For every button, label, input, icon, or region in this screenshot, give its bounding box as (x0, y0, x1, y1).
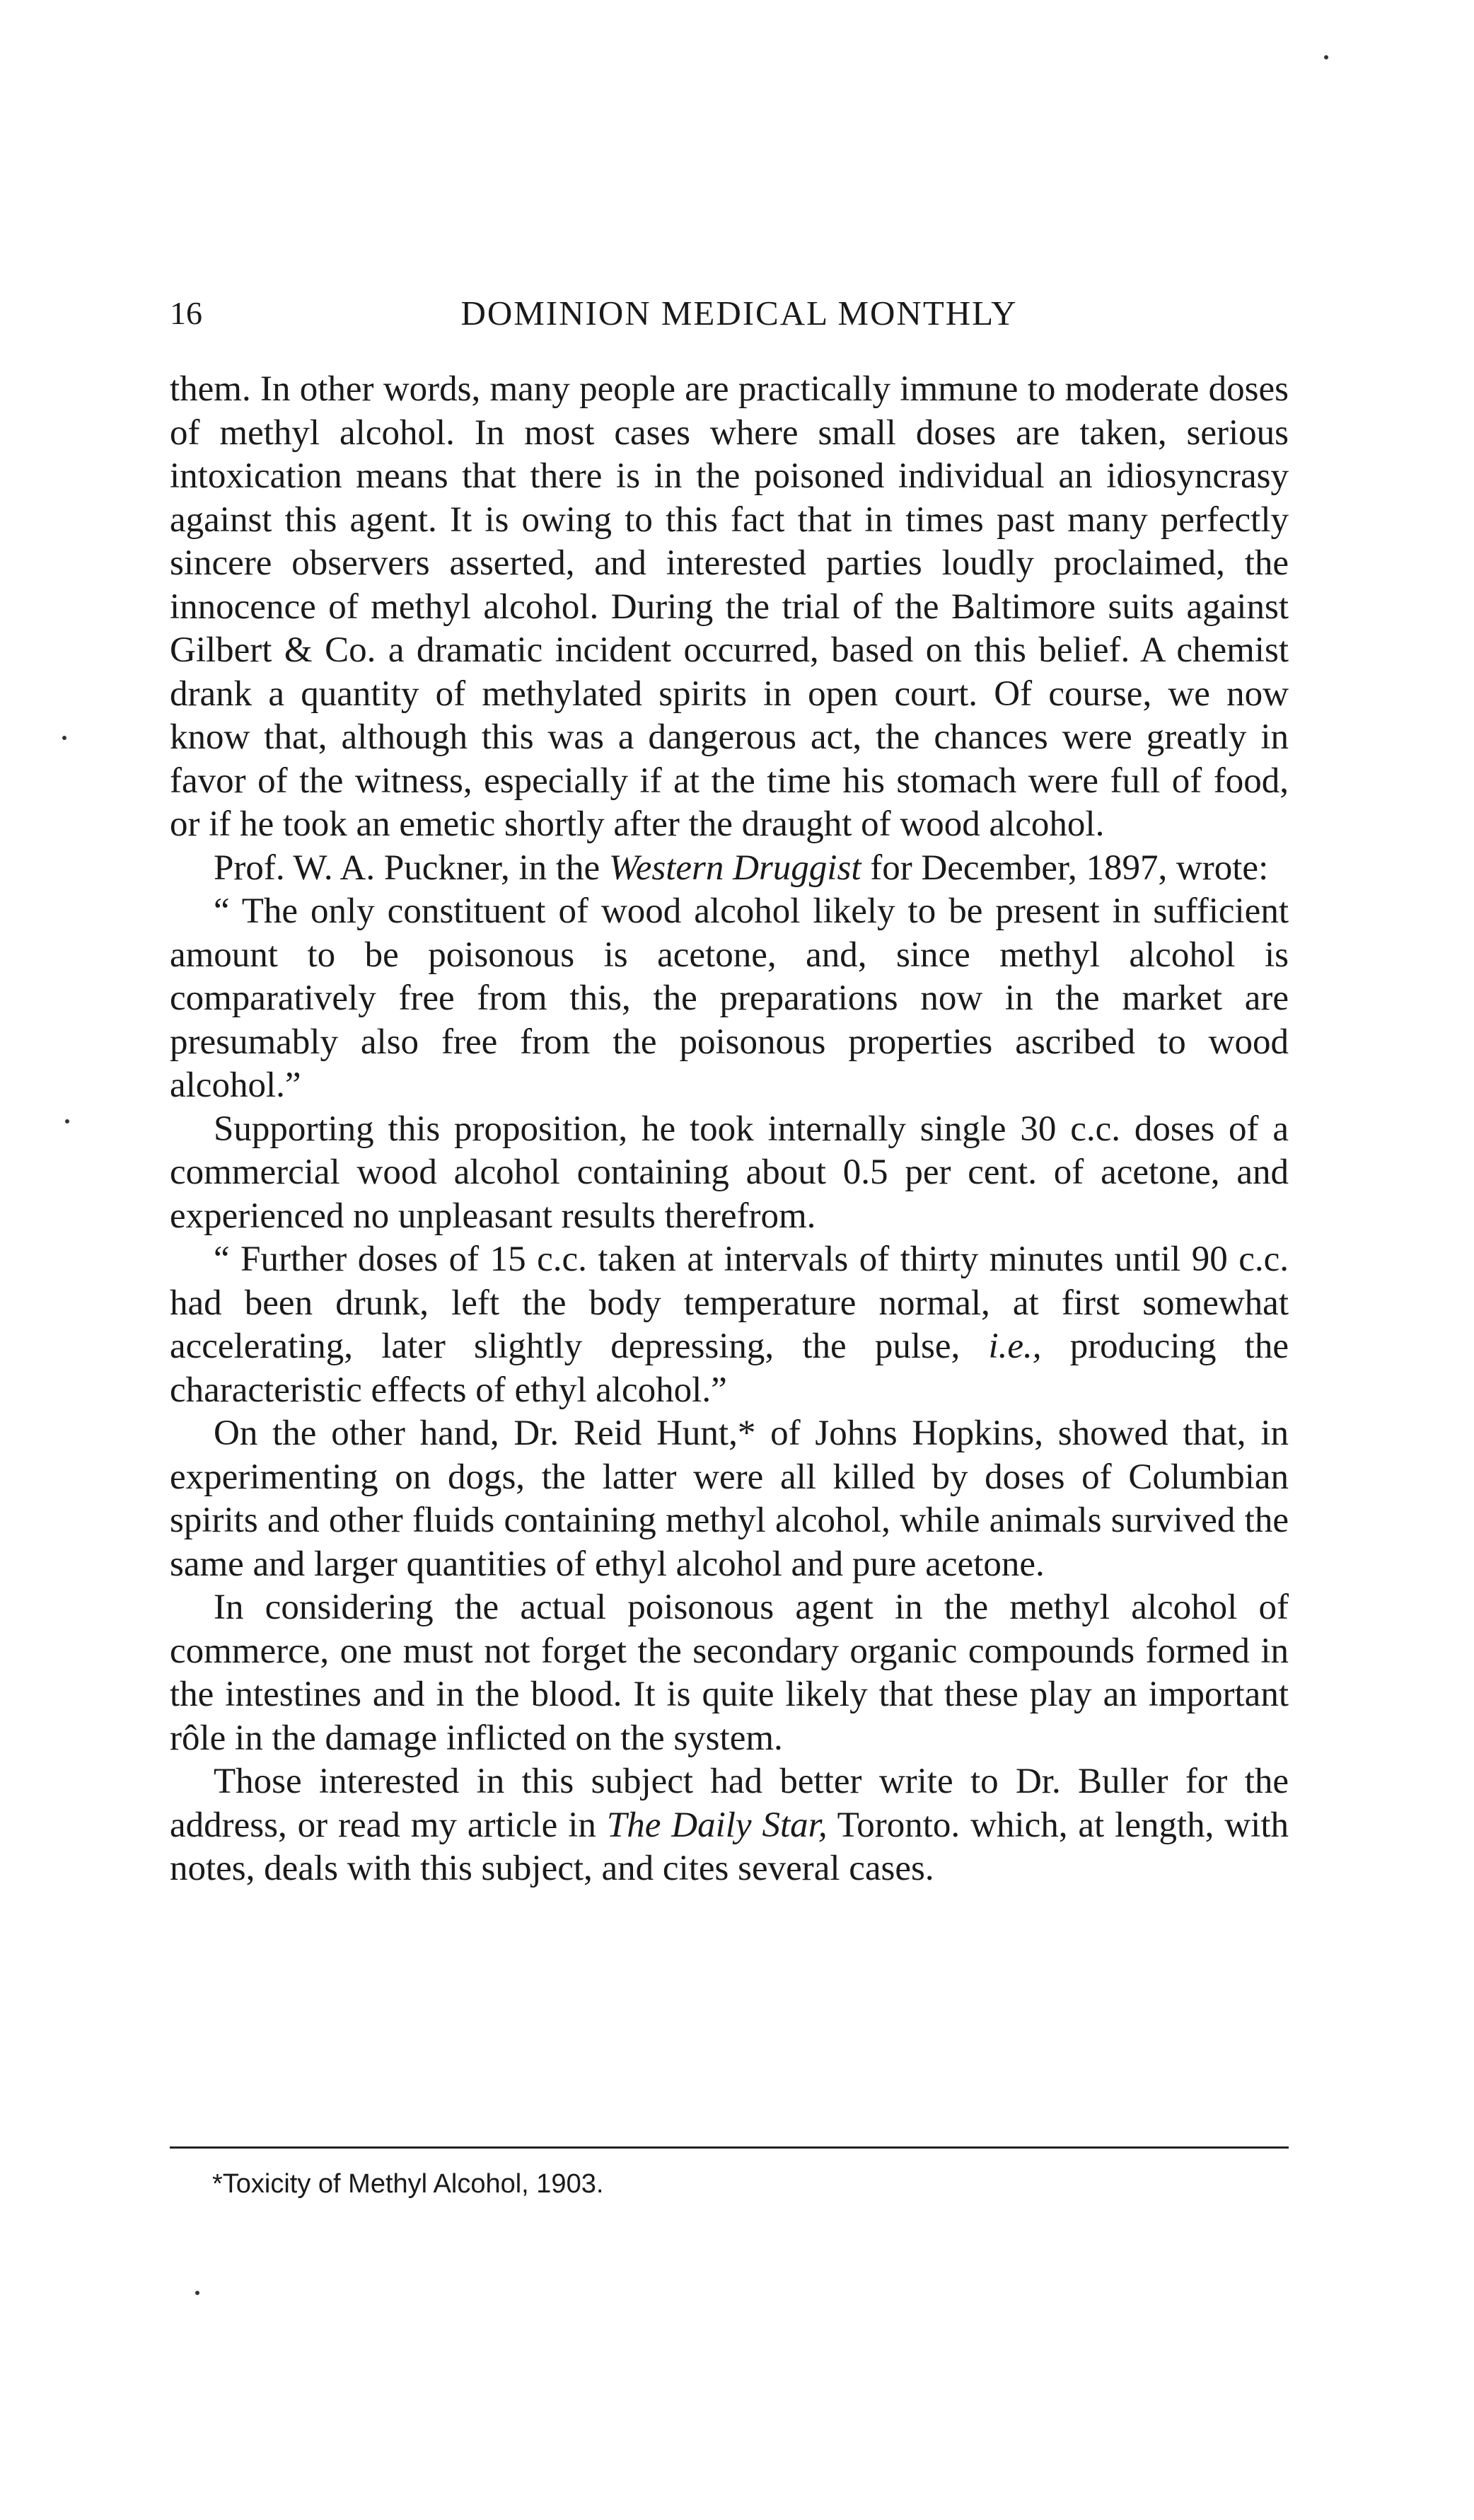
journal-name-italic: Western Druggist (608, 848, 861, 888)
paragraph-reid-hunt: On the other hand, Dr. Reid Hunt,* of Johns Hopkins, showed that, in experimenting on dogs, the latter were all killed by doses of Columbian spirits and other fluids containing methyl alcohol, while animals survived the same and larger quantities of ethyl alcohol and pure acetone. (170, 1414, 1289, 1584)
footnote: *Toxicity of Methyl Alcohol, 1903. (212, 2169, 604, 2199)
paragraph-text: Those interested in this subject had better write to Dr. Buller for the address, or read my article in (170, 1762, 1289, 1845)
paragraph-text: for December, 1897, wrote: (861, 848, 1269, 888)
scan-speck (195, 2291, 199, 2295)
paragraph-text: Toronto. which, at length, with notes, deals with this subject, and cites several cases. (170, 1805, 1289, 1888)
scan-speck (1324, 55, 1328, 59)
paragraph-quotation: “ The only constituent of wood alcohol likely to be present in sufficient amount to be poisonous is acetone, and, since methyl alcohol is comparatively free from this, the preparations now in the market are presumably also free from the poisonous properties ascribed to wood alcohol.” (170, 891, 1289, 1105)
paragraph-text: Prof. W. A. Puckner, in the (214, 848, 609, 888)
footnote-divider (170, 2146, 1289, 2149)
paragraph-poisonous-agent: In considering the actual poisonous agent in the methyl alcohol of commerce, one must not forget the secondary organic compounds formed in the intestines and in the blood. It is quite likely that these play an important rôle in the damage inflicted on the system. (170, 1588, 1289, 1758)
running-head (170, 289, 1308, 338)
paragraph-supporting: Supporting this proposition, he took internally single 30 c.c. doses of a commercial wood alcohol containing about 0.5 per cent. of acetone, and experienced no unpleasant results therefrom. (170, 1109, 1289, 1236)
paragraph-text: producing the characteristic effects of ethyl alcohol.” (170, 1327, 1289, 1410)
paragraph-puckner-intro (170, 847, 1289, 891)
journal-title: DOMINION MEDICAL MONTHLY (460, 294, 1018, 333)
newspaper-name-italic: The Daily Star, (606, 1805, 828, 1845)
abbreviation-italic: i.e., (988, 1327, 1042, 1366)
paragraph-continuation: them. In other words, many people are practically immune to moderate doses of methyl alcohol. In most cases where small doses are taken, serious intoxication means that there is in the poisoned individual an idiosyncrasy against this agent. It is owing to this fact that in times past many perfectly sincere observers asserted, and interested parties loudly proclaimed, the innocence of methyl alcohol. During the trial of the Baltimore suits against Gilbert & Co. a dramatic incident occurred, based on this belief. A chemist drank a quantity of methylated spirits in open court. Of course, we now know that, although this was a dangerous act, the chances were greatly in favor of the witness, especially if at the time his stomach were full of food, or if he took an emetic shortly after the draught of wood alcohol. (170, 369, 1289, 844)
article-body (170, 368, 1289, 1891)
paragraph-further-doses (170, 1238, 1289, 1412)
paragraph-closing (170, 1760, 1289, 1891)
scan-speck (62, 736, 66, 740)
page-number: 16 (170, 295, 202, 331)
paragraph-text: “ Further doses of 15 c.c. taken at intervals of thirty minutes until 90 c.c. had been drunk, left the body temperature normal, at first somewhat accelerating, later slightly depressing, the pulse, (170, 1239, 1289, 1366)
scan-speck (65, 1119, 69, 1123)
